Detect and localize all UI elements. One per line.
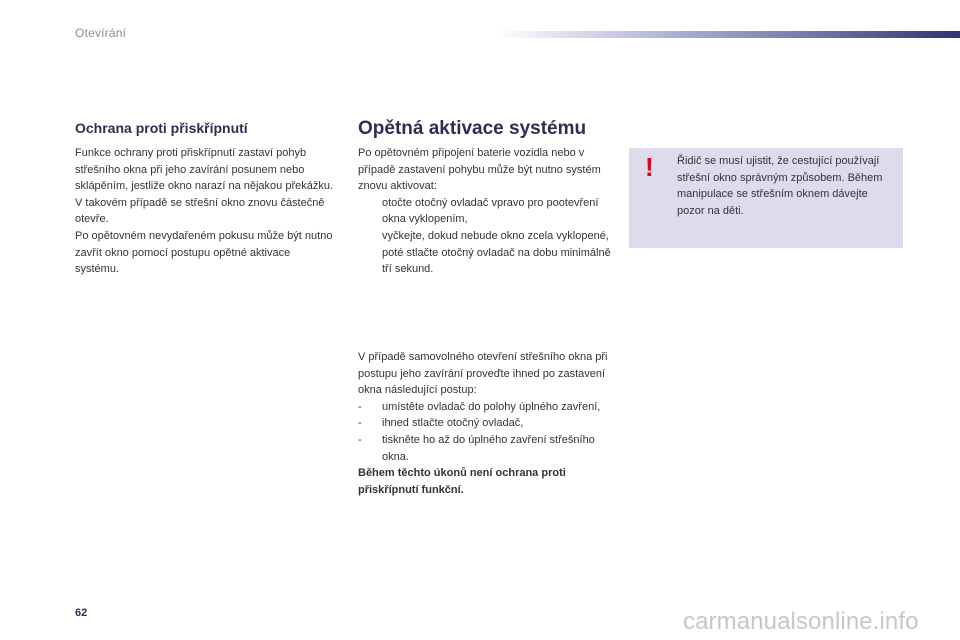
anti-pinch-text [75,145,337,278]
list-item [358,245,616,278]
list-item [358,399,616,416]
step-text: umístěte ovladač do polohy úplného zavření, [382,400,601,413]
step-text: poté stlačte otočný ovladač na dobu minimálně tří sekund. [382,246,611,276]
watermark: carmanualsonline.info [683,608,919,635]
page-header-title: Otevírání [75,26,127,40]
bullet-icon [358,245,382,278]
bullet-icon [358,195,382,228]
anti-pinch-paragraph: Funkce ochrany proti přiskřípnutí zastaví pohyb střešního okna při jeho zavírání posunem nebo sklápěním, jestliže okno narazí na nějakou překážku. V takovém případě se střešní okno znovu částečně otevře. [75,147,334,226]
spontaneous-open-paragraph: V případě samovolného otevření střešního okna při postupu jeho zavírání proveďte ihned po zastavení okna následující postup: [358,351,608,397]
list-item [358,195,616,228]
reactivation-intro: Po opětovném připojení baterie vozidla nebo v případě zastavení pohybu může být nutno systém znovu aktivovat: [358,147,601,193]
step-text: ihned stlačte otočný ovladač, [382,417,524,430]
warning-box [629,148,903,248]
page-number: 62 [75,607,88,619]
step-text: vyčkejte, dokud nebude okno zcela vyklopené, [382,229,609,242]
section-heading-reactivation: Opětná aktivace systému [358,118,587,139]
header-gradient-bar [495,31,960,38]
list-item [358,432,616,465]
reactivation-text [358,145,616,278]
warning-exclamation-icon: ! [645,152,654,182]
section-heading-anti-pinch: Ochrana proti přiskřípnutí [75,120,248,136]
warning-text: Řidič se musí ujistit, že cestující používají střešní okno správným způsobem. Během manipulace se střešním oknem dávejte pozor na děti. [677,155,883,217]
step-text: otočte otočný ovladač vpravo pro pootevření okna vyklopením, [382,196,599,226]
list-item [358,415,616,432]
bullet-icon [358,228,382,245]
anti-pinch-paragraph-2: Po opětovném nevydařeném pokusu může být nutno zavřít okno pomocí postupu opětné aktivace systému. [75,229,333,276]
list-item [358,228,616,245]
dash-marker: - [358,417,362,430]
dash-marker: - [358,400,362,413]
spontaneous-open-text [358,349,616,498]
step-text: tiskněte ho až do úplného zavření střešního okna. [382,433,595,463]
anti-pinch-inactive-note: Během těchto úkonů není ochrana proti přiskřípnutí funkční. [358,467,566,496]
dash-marker: - [358,433,362,446]
